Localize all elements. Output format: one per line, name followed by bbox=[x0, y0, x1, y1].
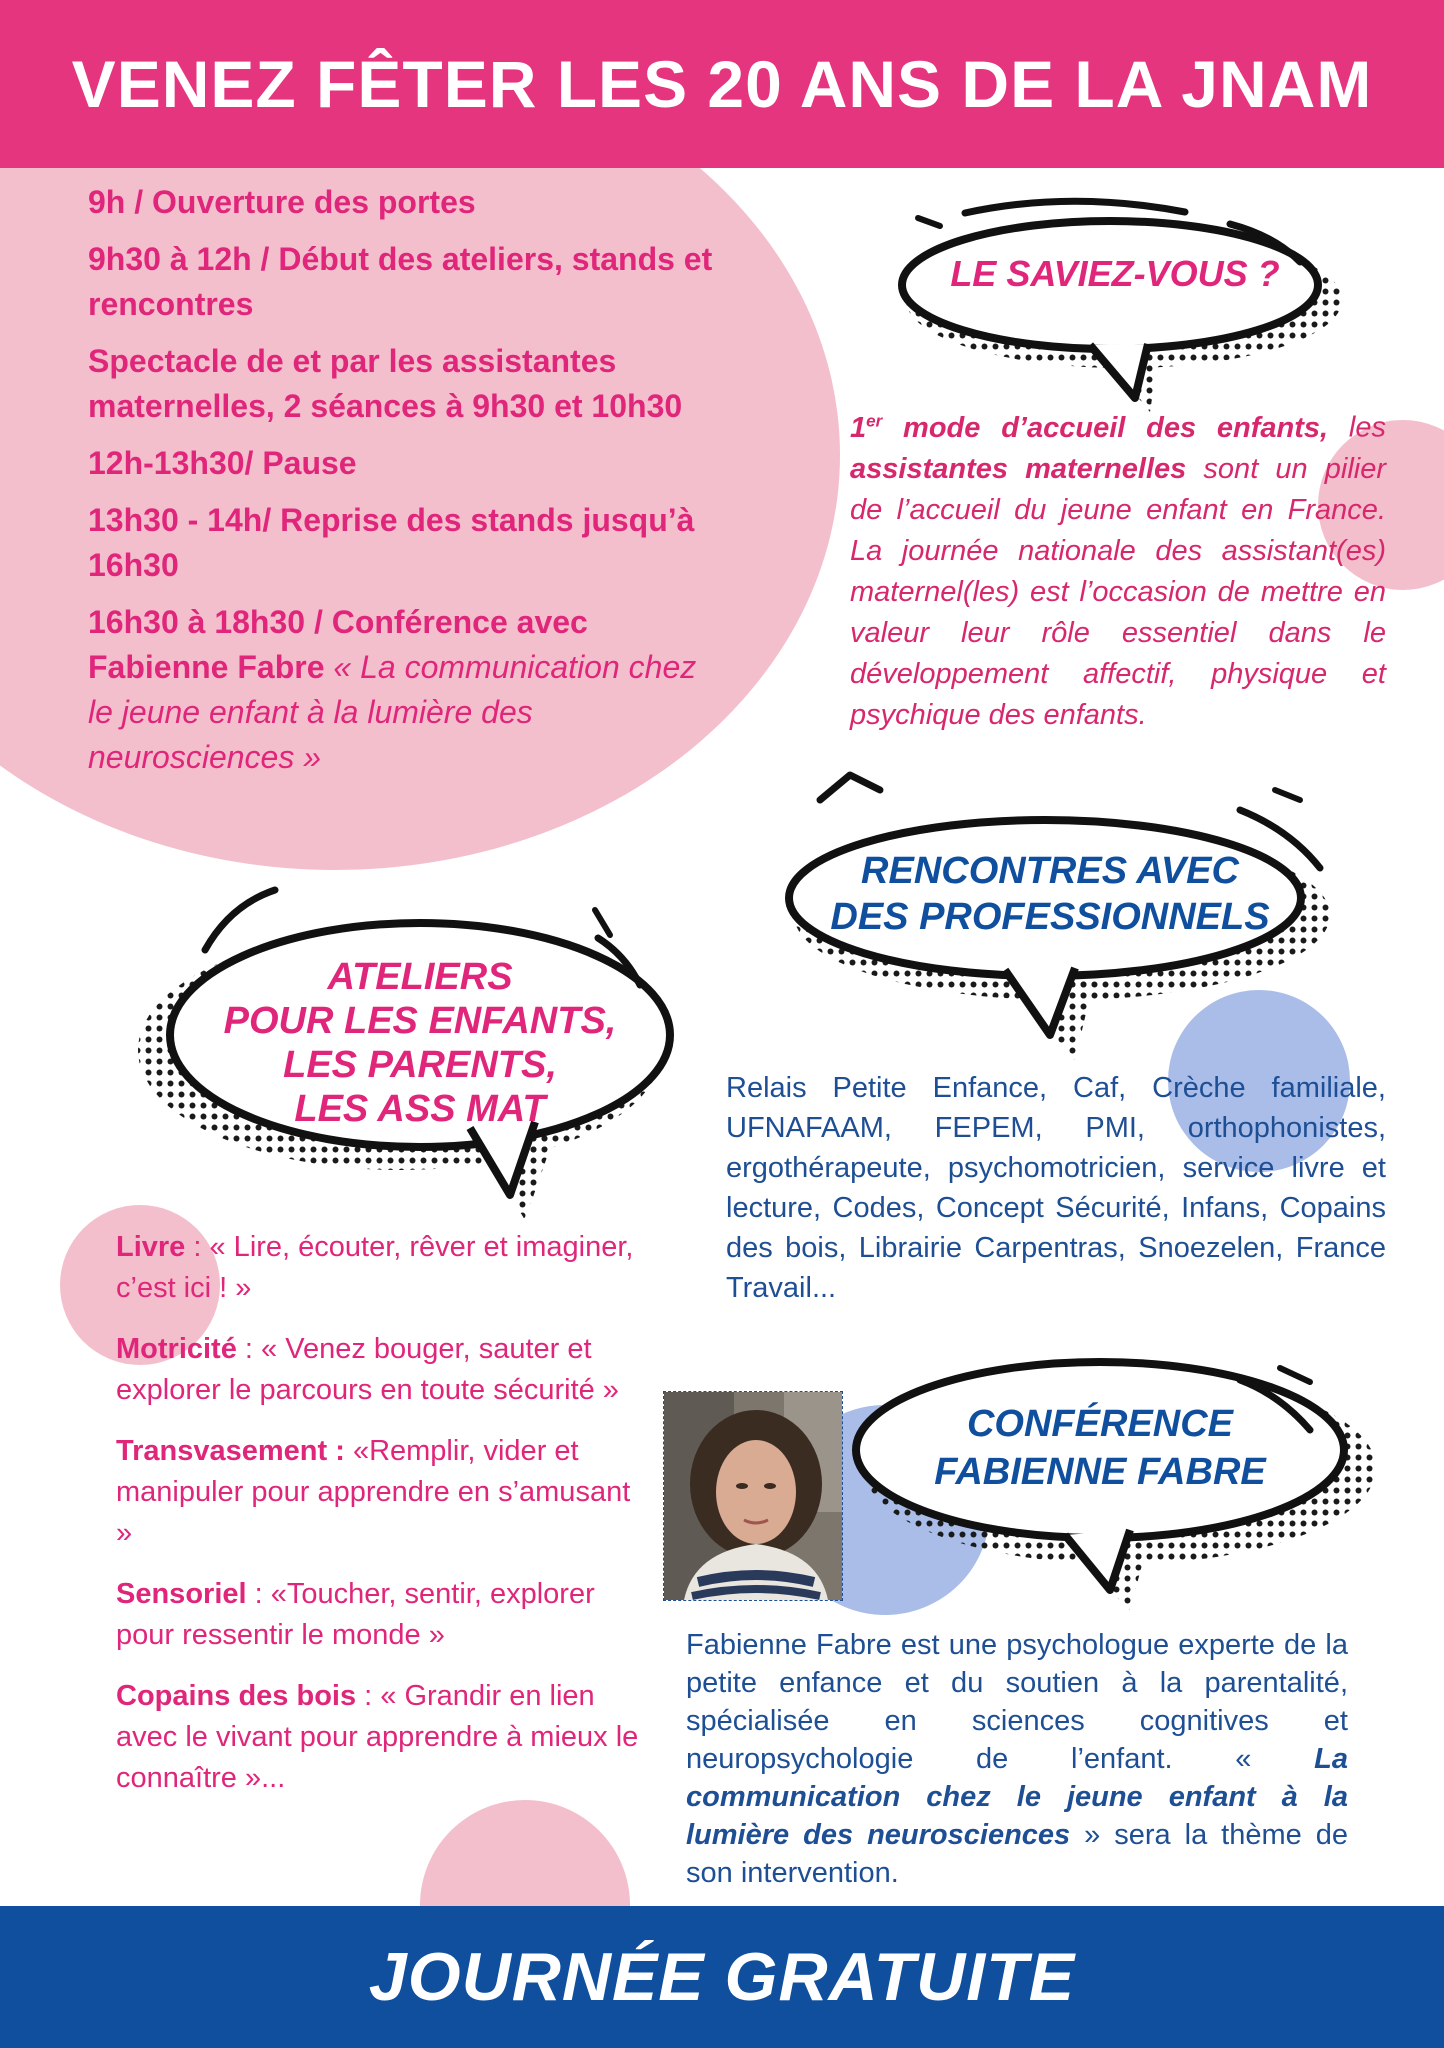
rencontres-paragraph: Relais Petite Enfance, Caf, Crèche familiale, UFNAFAAM, FEPEM, PMI, orthophonistes, ergothérapeute, psychomotricien, service livre et lecture, Codes, Concept Sécurité, Infans, Copains des bois, Librairie Carpentras, Snoezelen, France Travail... bbox=[726, 1072, 1386, 1304]
speaker-photo bbox=[664, 1392, 842, 1600]
schedule-item bbox=[88, 180, 728, 225]
conference-text: » sera la thème de son intervention. bbox=[686, 1819, 1348, 1889]
saviez-text: sont un pilier de l’accueil du jeune enfant en France. La journée nationale des assistant(es) maternel(les) est l’occasion de mettre en valeur leur rôle essentiel dans le développement affectif, physique et psychique des enfants. bbox=[850, 452, 1386, 731]
atelier-name: Transvasement : bbox=[116, 1435, 345, 1467]
schedule-item bbox=[88, 339, 728, 429]
page-title: VENEZ FÊTER LES 20 ANS DE LA JNAM bbox=[71, 47, 1373, 121]
saviez-paragraph bbox=[850, 400, 1386, 736]
saviez-title: LE SAVIEZ-VOUS ? bbox=[950, 253, 1280, 294]
atelier-item bbox=[116, 1676, 646, 1799]
atelier-name: Livre bbox=[116, 1231, 186, 1263]
conference-theme: La communication chez le jeune enfant à la lumière des neurosciences bbox=[686, 1743, 1348, 1851]
ateliers-title-line: LES ASS MAT bbox=[294, 1088, 546, 1130]
atelier-item bbox=[116, 1431, 646, 1554]
schedule-time: 12h-13h30/ Pause bbox=[88, 445, 357, 481]
saviez-ordinal: 1 bbox=[850, 411, 867, 444]
rencontres-title-line: DES PROFESSIONNELS bbox=[830, 896, 1270, 938]
atelier-description: : « Lire, écouter, rêver et imaginer, c’est ici ! » bbox=[116, 1231, 634, 1304]
atelier-name: Sensoriel bbox=[116, 1578, 247, 1610]
footer-banner bbox=[0, 1906, 1444, 2048]
atelier-item bbox=[116, 1574, 646, 1656]
atelier-item bbox=[116, 1329, 646, 1411]
schedule-time: Spectacle de et par les assistantes maternelles, 2 séances à 9h30 et 10h30 bbox=[88, 343, 683, 424]
schedule-item bbox=[88, 441, 728, 486]
atelier-item bbox=[116, 1227, 646, 1309]
rencontres-title-line: RENCONTRES AVEC bbox=[861, 850, 1239, 892]
schedule-item bbox=[88, 498, 728, 588]
bubble-saviez bbox=[902, 201, 1342, 412]
saviez-strong bbox=[850, 412, 1328, 444]
ateliers-title bbox=[200, 955, 640, 1131]
conference-text: Fabienne Fabre est une psychologue experte de la petite enfance et du soutien à la parentalité, spécialisée en sciences cognitives et neuropsychologie de l’enfant. « bbox=[686, 1629, 1348, 1775]
conference-title bbox=[900, 1400, 1300, 1496]
schedule-item bbox=[88, 237, 728, 327]
schedule-time: 13h30 - 14h/ Reprise des stands jusqu’à 16h30 bbox=[88, 502, 695, 583]
schedule-list bbox=[88, 180, 728, 792]
conference-theme: « La communication chez le jeune enfant à la lumière des neurosciences » bbox=[88, 649, 697, 775]
saviez-strong-text: mode d’accueil des enfants, bbox=[882, 411, 1329, 444]
saviez-text: les bbox=[1328, 411, 1386, 444]
ateliers-title-line: LES PARENTS, bbox=[283, 1044, 557, 1086]
ateliers-list bbox=[116, 1227, 646, 1819]
speaker-portrait-illustration bbox=[664, 1392, 842, 1600]
saviez-strong-text: assistantes maternelles bbox=[850, 452, 1187, 485]
schedule-time: 9h / Ouverture des portes bbox=[88, 184, 476, 220]
footer-title: JOURNÉE GRATUITE bbox=[368, 1939, 1076, 2015]
atelier-description: : « Venez bouger, sauter et explorer le parcours en toute sécurité » bbox=[116, 1333, 619, 1406]
conference-paragraph bbox=[686, 1626, 1348, 1892]
ateliers-title-line: POUR LES ENFANTS, bbox=[223, 1000, 617, 1042]
atelier-description: : «Toucher, sentir, explorer pour ressentir le monde » bbox=[116, 1578, 595, 1651]
schedule-time: 9h30 à 12h / Début des ateliers, stands et rencontres bbox=[88, 241, 713, 322]
ateliers-title-line: ATELIERS bbox=[327, 956, 513, 998]
schedule-time: 16h30 à 18h30 / Conférence avec Fabienne Fabre bbox=[88, 604, 588, 685]
saviez-ordinal-sup: er bbox=[866, 411, 883, 430]
schedule-item bbox=[88, 600, 728, 780]
atelier-name: Motricité bbox=[116, 1333, 237, 1365]
conference-title-line: FABIENNE FABRE bbox=[934, 1451, 1266, 1493]
atelier-description: : « Grandir en lien avec le vivant pour apprendre à mieux le connaître »... bbox=[116, 1680, 639, 1794]
atelier-name: Copains des bois bbox=[116, 1680, 357, 1712]
conference-title-line: CONFÉRENCE bbox=[966, 1403, 1234, 1445]
rencontres-title bbox=[810, 848, 1290, 940]
atelier-description: «Remplir, vider et manipuler pour apprendre en s’amusant » bbox=[116, 1435, 631, 1549]
